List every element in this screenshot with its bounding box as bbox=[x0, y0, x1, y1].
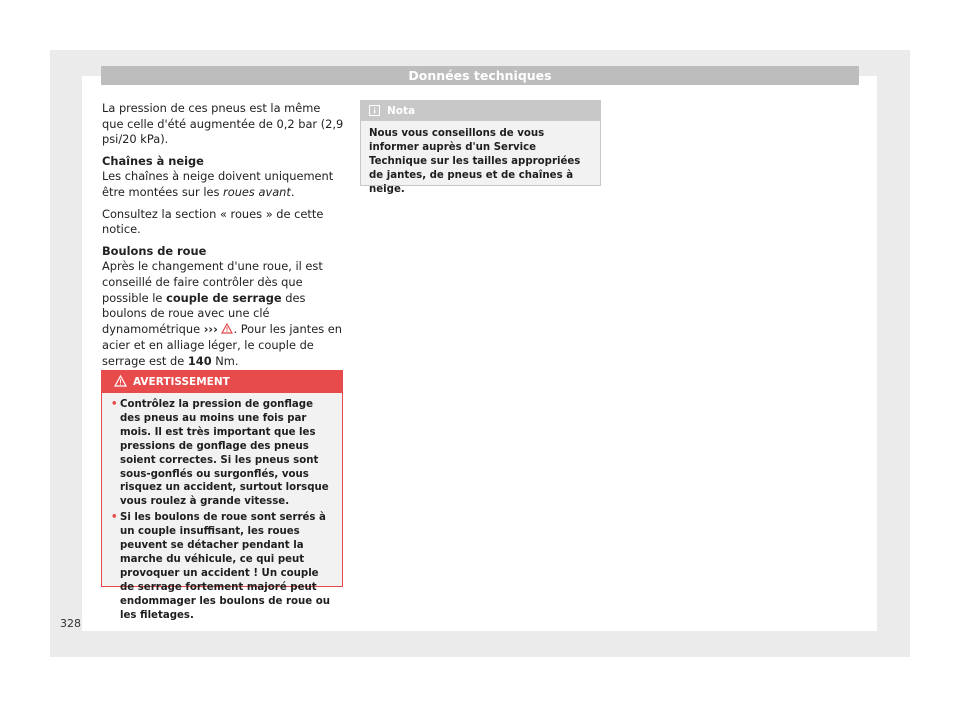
torque-term: couple de serrage bbox=[166, 290, 282, 305]
warning-item-text: Contrôlez la pression de gonflage des pneus au moins une fois par mois. Il est très important que les pressions de gonflage des pneus soient correctes. Si les pneus sont sous-gonflés ou surgonflés, vous risquez un accident, surtout lorsque vous roulez à grande vitesse. bbox=[120, 399, 329, 508]
note-title: Nota bbox=[387, 105, 416, 117]
bolts-text-2: des boulons de roue avec une clé dynamométrique bbox=[102, 290, 306, 336]
bolts-text-1: Après le changement d'une roue, il est conseillé de faire contrôler dès que possible le bbox=[102, 259, 323, 305]
warning-item bbox=[111, 511, 334, 622]
note-header bbox=[361, 101, 600, 121]
chains-heading: Chaînes à neige bbox=[102, 153, 204, 168]
bullet-icon: • bbox=[111, 512, 118, 524]
chains-emphasis: roues avant bbox=[223, 184, 291, 199]
bolts-paragraph bbox=[102, 259, 344, 369]
page-number: 328 bbox=[60, 617, 81, 630]
info-note-icon bbox=[369, 105, 387, 117]
section-header: Données techniques bbox=[101, 66, 859, 85]
bolts-heading: Boulons de roue bbox=[102, 243, 207, 258]
chains-text: Les chaînes à neige doivent uniquement être montées sur les bbox=[102, 169, 334, 199]
warning-icon bbox=[114, 376, 133, 388]
torque-value: 140 bbox=[187, 353, 212, 368]
warning-triangle-icon bbox=[221, 323, 233, 339]
left-column bbox=[102, 101, 344, 376]
chains-text-end: . bbox=[290, 184, 295, 199]
warning-item bbox=[111, 398, 334, 509]
bolts-text-3: . Pour les jantes en acier et en alliage léger, le couple de serrage est de bbox=[102, 321, 342, 368]
warning-box bbox=[101, 370, 343, 621]
warning-item-text: Si les boulons de roue sont serrés à un couple insuffisant, les roues peuvent se détacher pendant la marche du véhicule, ce qui peut provoquer un accident ! Un couple de serrage fortement majoré peut endommager les boulons de roue ou les filetages. bbox=[120, 512, 330, 621]
bullet-icon: • bbox=[111, 399, 118, 410]
pressure-paragraph: La pression de ces pneus est la même que celle d'été augmentée de 0,2 bar (2,9 psi/20 kPa). bbox=[102, 101, 344, 147]
note-text: Nous vous conseillons de vous informer auprès d'un Service Technique sur les tailles appropriées de jantes, de pneus et de chaînes à neige. bbox=[369, 128, 581, 195]
chains-reference-paragraph: Consultez la section « roues » de cette notice. bbox=[102, 206, 324, 237]
cross-reference-link[interactable]: ››› bbox=[203, 321, 218, 336]
warning-title: AVERTISSEMENT bbox=[133, 376, 230, 388]
warning-body bbox=[102, 393, 342, 623]
bolts-text-4: Nm. bbox=[211, 353, 239, 368]
warning-header bbox=[102, 371, 342, 393]
chains-paragraph bbox=[102, 169, 344, 200]
note-box bbox=[360, 100, 601, 195]
